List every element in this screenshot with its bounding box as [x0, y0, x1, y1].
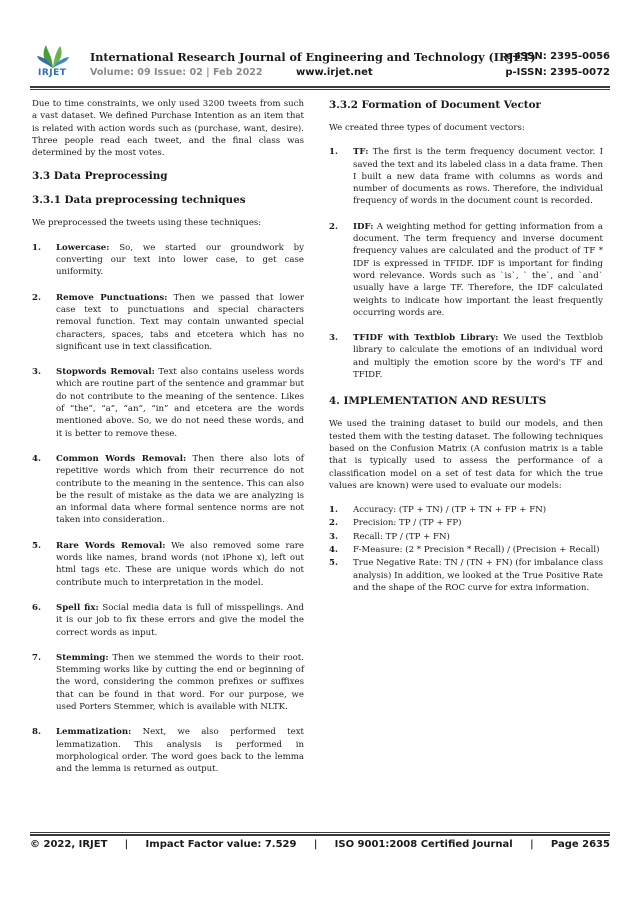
list-item: 5. Rare Words Removal: We also removed some rare words like names, brand words (not iPhone x), left out html tags etc. These are unique words which do not contribute much to interpretation in the model. [32, 540, 304, 588]
leaf-icon [36, 42, 70, 70]
list-item: 1. TF: The first is the term frequency document vector. I saved the text and its labeled class in a data frame. Then I built a new data frame with columns as words and number of documents as rows. Therefore, the individual frequency of words in the document count is recorded. [329, 147, 603, 207]
logo-text: IRJET [38, 68, 67, 78]
journal-title: International Research Journal of Engineering and Technology (IRJET) [90, 50, 536, 64]
section-heading-results: 4. IMPLEMENTATION AND RESULTS [329, 395, 547, 408]
copyright: © 2022, IRJET [30, 839, 108, 850]
footer-rule-thin [30, 832, 610, 833]
list-item: 3. Recall: TP / (TP + FN) [329, 531, 450, 542]
list-item: 2. Precision: TP / (TP + FP) [329, 518, 462, 529]
list-item: 4. Common Words Removal: Then there also lots of repetitive words which from their recurrence do not contribute to the meaning in the sentence. This can also be the result of mistake as the data we are analyzing is an informal data where formal sentence norms are not taken into consideration. [32, 453, 304, 526]
subsection-heading-vector: 3.3.2 Formation of Document Vector [329, 99, 541, 111]
list-item: 6. Spell fix: Social media data is full of misspellings. And it is our job to fix these errors and give the model the correct words as input. [32, 602, 304, 638]
section-heading-preprocessing: 3.3 Data Preprocessing [32, 170, 168, 183]
results-intro: We used the training dataset to build our models, and then tested them with the testing dataset. The following techniques based on the Confusion Matrix (A confusion matrix is a table that is typically used to assess the performance of a classification model on a set of test data for which the true values are known) were used to evaluate our models: [329, 419, 603, 491]
list-item: 1. Lowercase: So, we started our groundwork by converting our text into lower case, to get case uniformity. [32, 242, 304, 278]
footer-separator: | [529, 839, 534, 850]
list-item: 7. Stemming: Then we stemmed the words to their root. Stemming works like by cutting the end or beginning of the word, considering the common prefixes or suffixes that can be found in that word. For our purpose, we used Porters Stemmer, which is available with NLTK. [32, 652, 304, 712]
website-link[interactable]: www.irjet.net [296, 67, 373, 78]
list-item: 8. Lemmatization: Next, we also performed text lemmatization. This analysis is performed in morphological order. The word goes back to the lemma and the lemma is returned as output. [32, 727, 304, 775]
list-item: 3. TFIDF with Textblob Library: We used the Textblob library to calculate the emotions of an individual word and multiply the emotion score by the word's TF and TFIDF. [329, 333, 604, 381]
subsection-heading-techniques: 3.3.1 Data preprocessing techniques [32, 194, 246, 207]
impact-factor: Impact Factor value: 7.529 [145, 839, 297, 850]
eissn: e-ISSN: 2395-0056 [505, 51, 610, 62]
page-footer [30, 839, 610, 850]
list-item: 1. Accuracy: (TP + TN) / (TP + TN + FP + FN) [329, 505, 547, 516]
header-rule [30, 86, 610, 88]
right-column [329, 98, 603, 595]
list-item: 3. Stopwords Removal: Text also contains useless words which are routine part of the sentence and grammar but do not contribute to the meaning of the sentence. Likes of “the”, “a”, “an”, “in” and etcetera are the words mentioned above. So, we do not need these words, and it is better to remove these. [32, 367, 304, 439]
vector-intro: We created three types of document vectors: [329, 123, 525, 133]
page-header [30, 42, 610, 84]
intro-paragraph: Due to time constraints, we only used 3200 tweets from such a vast dataset. We defined Purchase Intention as an item that is related with action words such as (purchase, want, desire). Three people read each tweet, and the final class was determined by the most votes. [32, 99, 304, 159]
techniques-intro: We preprocessed the tweets using these techniques: [32, 218, 262, 229]
irjet-logo [36, 42, 70, 82]
volume-issue: Volume: 09 Issue: 02 | Feb 2022 [90, 67, 263, 78]
header-rule-thin [30, 89, 610, 90]
page-number: Page 2635 [550, 839, 610, 850]
pissn: p-ISSN: 2395-0072 [505, 67, 610, 78]
vector-list [329, 146, 603, 381]
left-column [32, 98, 304, 788]
list-item: 2. Remove Punctuations: Then we passed that lower case text to punctuations and special characters removal function. Text may contain unwanted special characters, spaces, tabs and etcetera which has no significant use in text classification. [32, 292, 304, 352]
metrics-list [329, 504, 603, 594]
footer-rule [30, 834, 610, 836]
techniques-list [32, 242, 304, 776]
list-item: 5. True Negative Rate: TN / (TN + FN) (for imbalance class analysis) In addition, we looked at the True Positive Rate and the shape of the ROC curve for extra information. [329, 558, 603, 593]
list-item: 2. IDF: A weighting method for getting information from a document. The term frequency and inverse document frequency values are calculated and the product of TF * IDF is expressed in TFIDF. IDF is important for finding word relevance. Words such as `is`, ` the`, and `and` usually have a large TF. Therefore, the IDF calculated weights to indicate how important the least frequently occurring words are. [329, 221, 603, 318]
footer-separator: | [124, 839, 129, 850]
footer-separator: | [313, 839, 318, 850]
iso-certification: ISO 9001:2008 Certified Journal [334, 839, 513, 850]
list-item: 4. F-Measure: (2 * Precision * Recall) / (Precision + Recall) [329, 545, 600, 556]
